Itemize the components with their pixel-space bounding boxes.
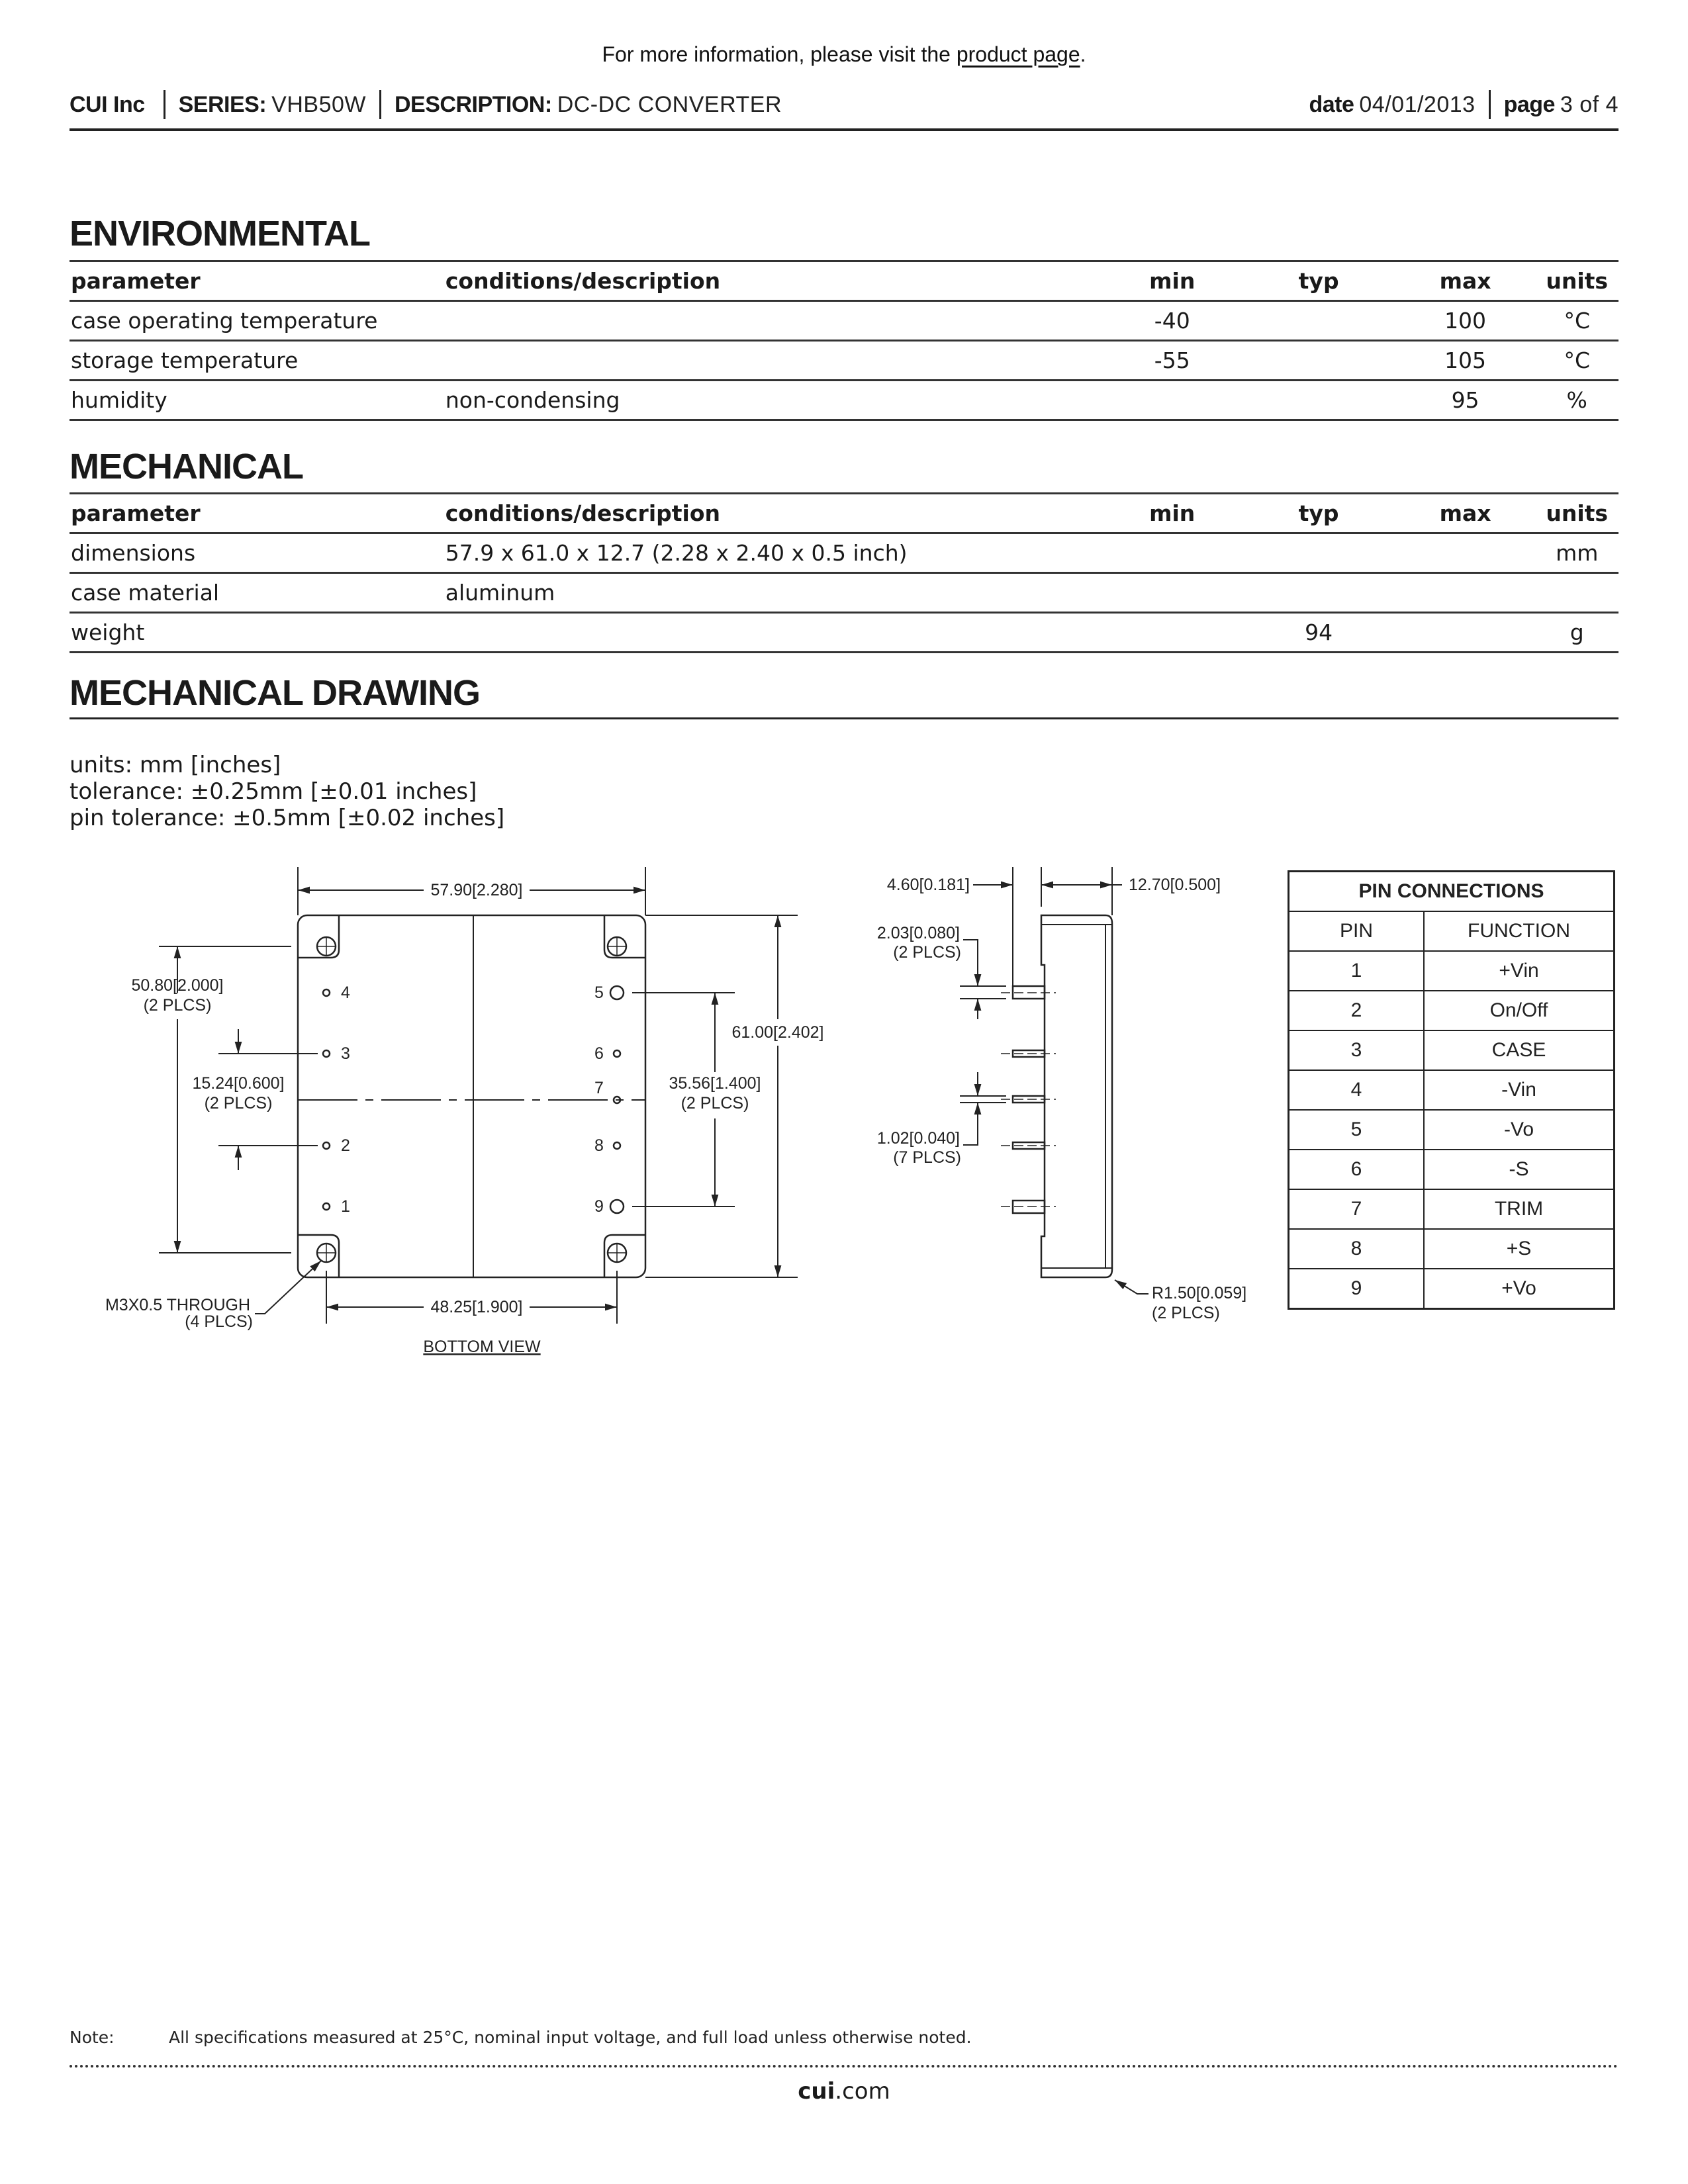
svg-text:7: 7	[594, 1079, 604, 1097]
table-row: 3 CASE	[1289, 1030, 1615, 1070]
section-rule	[70, 717, 1618, 719]
svg-text:(7 PLCS): (7 PLCS)	[893, 1148, 961, 1167]
series-label: SERIES:	[178, 91, 267, 117]
svg-text:1.02[0.040]: 1.02[0.040]	[876, 1129, 960, 1148]
header-divider	[164, 90, 165, 119]
svg-text:48.25[1.900]: 48.25[1.900]	[430, 1298, 523, 1316]
environmental-table	[70, 260, 1618, 421]
svg-text:12.70[0.500]: 12.70[0.500]	[1129, 876, 1221, 894]
svg-text:50.80[2.000]: 50.80[2.000]	[131, 976, 224, 995]
svg-text:M3X0.5 THROUGH: M3X0.5 THROUGH	[105, 1296, 250, 1314]
svg-text:BOTTOM VIEW: BOTTOM VIEW	[423, 1338, 541, 1356]
svg-text:2: 2	[341, 1136, 350, 1155]
table-row: 6 -S	[1289, 1150, 1615, 1189]
table-row: weight 94 g	[70, 613, 1618, 653]
description-value: DC-DC CONVERTER	[557, 91, 782, 117]
table-header-row: PIN FUNCTION	[1289, 911, 1615, 951]
table-row: storage temperature -55 105 °C	[70, 341, 1618, 381]
side-view-drawing	[841, 854, 1271, 1343]
table-header-row: parameter conditions/description min typ max units	[70, 494, 1618, 533]
svg-text:15.24[0.600]: 15.24[0.600]	[192, 1074, 285, 1093]
svg-text:61.00[2.402]: 61.00[2.402]	[731, 1023, 824, 1042]
company-name: CUI Inc	[70, 91, 145, 117]
table-row: 9 +Vo	[1289, 1269, 1615, 1309]
footer-dotted-rule	[70, 2065, 1618, 2068]
svg-text:(2 PLCS): (2 PLCS)	[204, 1094, 273, 1113]
svg-text:3: 3	[341, 1044, 350, 1063]
date-label: date	[1309, 91, 1354, 117]
mechanical-table	[70, 492, 1618, 653]
pin-connections-table	[1288, 870, 1615, 1310]
table-header-row: parameter conditions/description min typ max units	[70, 261, 1618, 301]
date-value: 04/01/2013	[1359, 91, 1476, 117]
svg-text:6: 6	[594, 1044, 604, 1063]
product-page-note: For more information, please visit the product page.	[602, 42, 1086, 66]
svg-text:1: 1	[341, 1197, 350, 1216]
table-row: 2 On/Off	[1289, 991, 1615, 1030]
svg-text:9: 9	[594, 1197, 604, 1216]
section-title-mechanical-drawing: MECHANICAL DRAWING	[70, 673, 480, 713]
page-value: 3 of 4	[1560, 91, 1618, 117]
product-page-link[interactable]: product page	[956, 42, 1080, 66]
footer-note: Note: All specifications measured at 25°C, nominal input voltage, and full load unless otherwise noted.	[70, 2028, 972, 2047]
table-row: dimensions 57.9 x 61.0 x 12.7 (2.28 x 2.40 x 0.5 inch) mm	[70, 533, 1618, 573]
table-row: humidity non-condensing 95 %	[70, 381, 1618, 420]
table-row: 5 -Vo	[1289, 1110, 1615, 1150]
table-row: case operating temperature -40 100 °C	[70, 301, 1618, 341]
header-divider	[1489, 90, 1491, 119]
table-row: 1 +Vin	[1289, 951, 1615, 991]
svg-text:8: 8	[594, 1136, 604, 1155]
bottom-view-drawing	[0, 854, 861, 1370]
svg-text:(2 PLCS): (2 PLCS)	[1152, 1304, 1220, 1322]
page-label: page	[1503, 91, 1555, 117]
header-rule	[70, 128, 1618, 131]
svg-text:R1.50[0.059]: R1.50[0.059]	[1152, 1284, 1247, 1302]
svg-text:35.56[1.400]: 35.56[1.400]	[669, 1074, 761, 1093]
table-row: 4 -Vin	[1289, 1070, 1615, 1110]
svg-text:57.90[2.280]: 57.90[2.280]	[430, 881, 523, 899]
description-label: DESCRIPTION:	[395, 91, 552, 117]
table-row: 7 TRIM	[1289, 1189, 1615, 1229]
section-title-environmental: ENVIRONMENTAL	[70, 214, 370, 253]
svg-text:2.03[0.080]: 2.03[0.080]	[876, 924, 960, 942]
svg-text:(2 PLCS): (2 PLCS)	[143, 996, 212, 1015]
table-row: case material aluminum	[70, 573, 1618, 613]
svg-text:5: 5	[594, 983, 604, 1002]
svg-text:(4 PLCS): (4 PLCS)	[185, 1312, 253, 1331]
header-divider	[379, 90, 381, 119]
svg-text:4.60[0.181]: 4.60[0.181]	[886, 876, 970, 894]
series-value: VHB50W	[271, 91, 366, 117]
document-header	[70, 86, 1618, 123]
svg-text:(2 PLCS): (2 PLCS)	[893, 943, 961, 962]
pin-table-title: PIN CONNECTIONS	[1289, 872, 1615, 912]
svg-text:(2 PLCS): (2 PLCS)	[680, 1094, 749, 1113]
site-link[interactable]: cui.com	[798, 2078, 890, 2105]
section-title-mechanical: MECHANICAL	[70, 447, 303, 486]
svg-text:4: 4	[341, 983, 350, 1002]
table-row: 8 +S	[1289, 1229, 1615, 1269]
units-tolerance-note: units: mm [inches] tolerance: ±0.25mm [±0.01 inches] pin tolerance: ±0.5mm [±0.02 inches]	[70, 752, 505, 831]
